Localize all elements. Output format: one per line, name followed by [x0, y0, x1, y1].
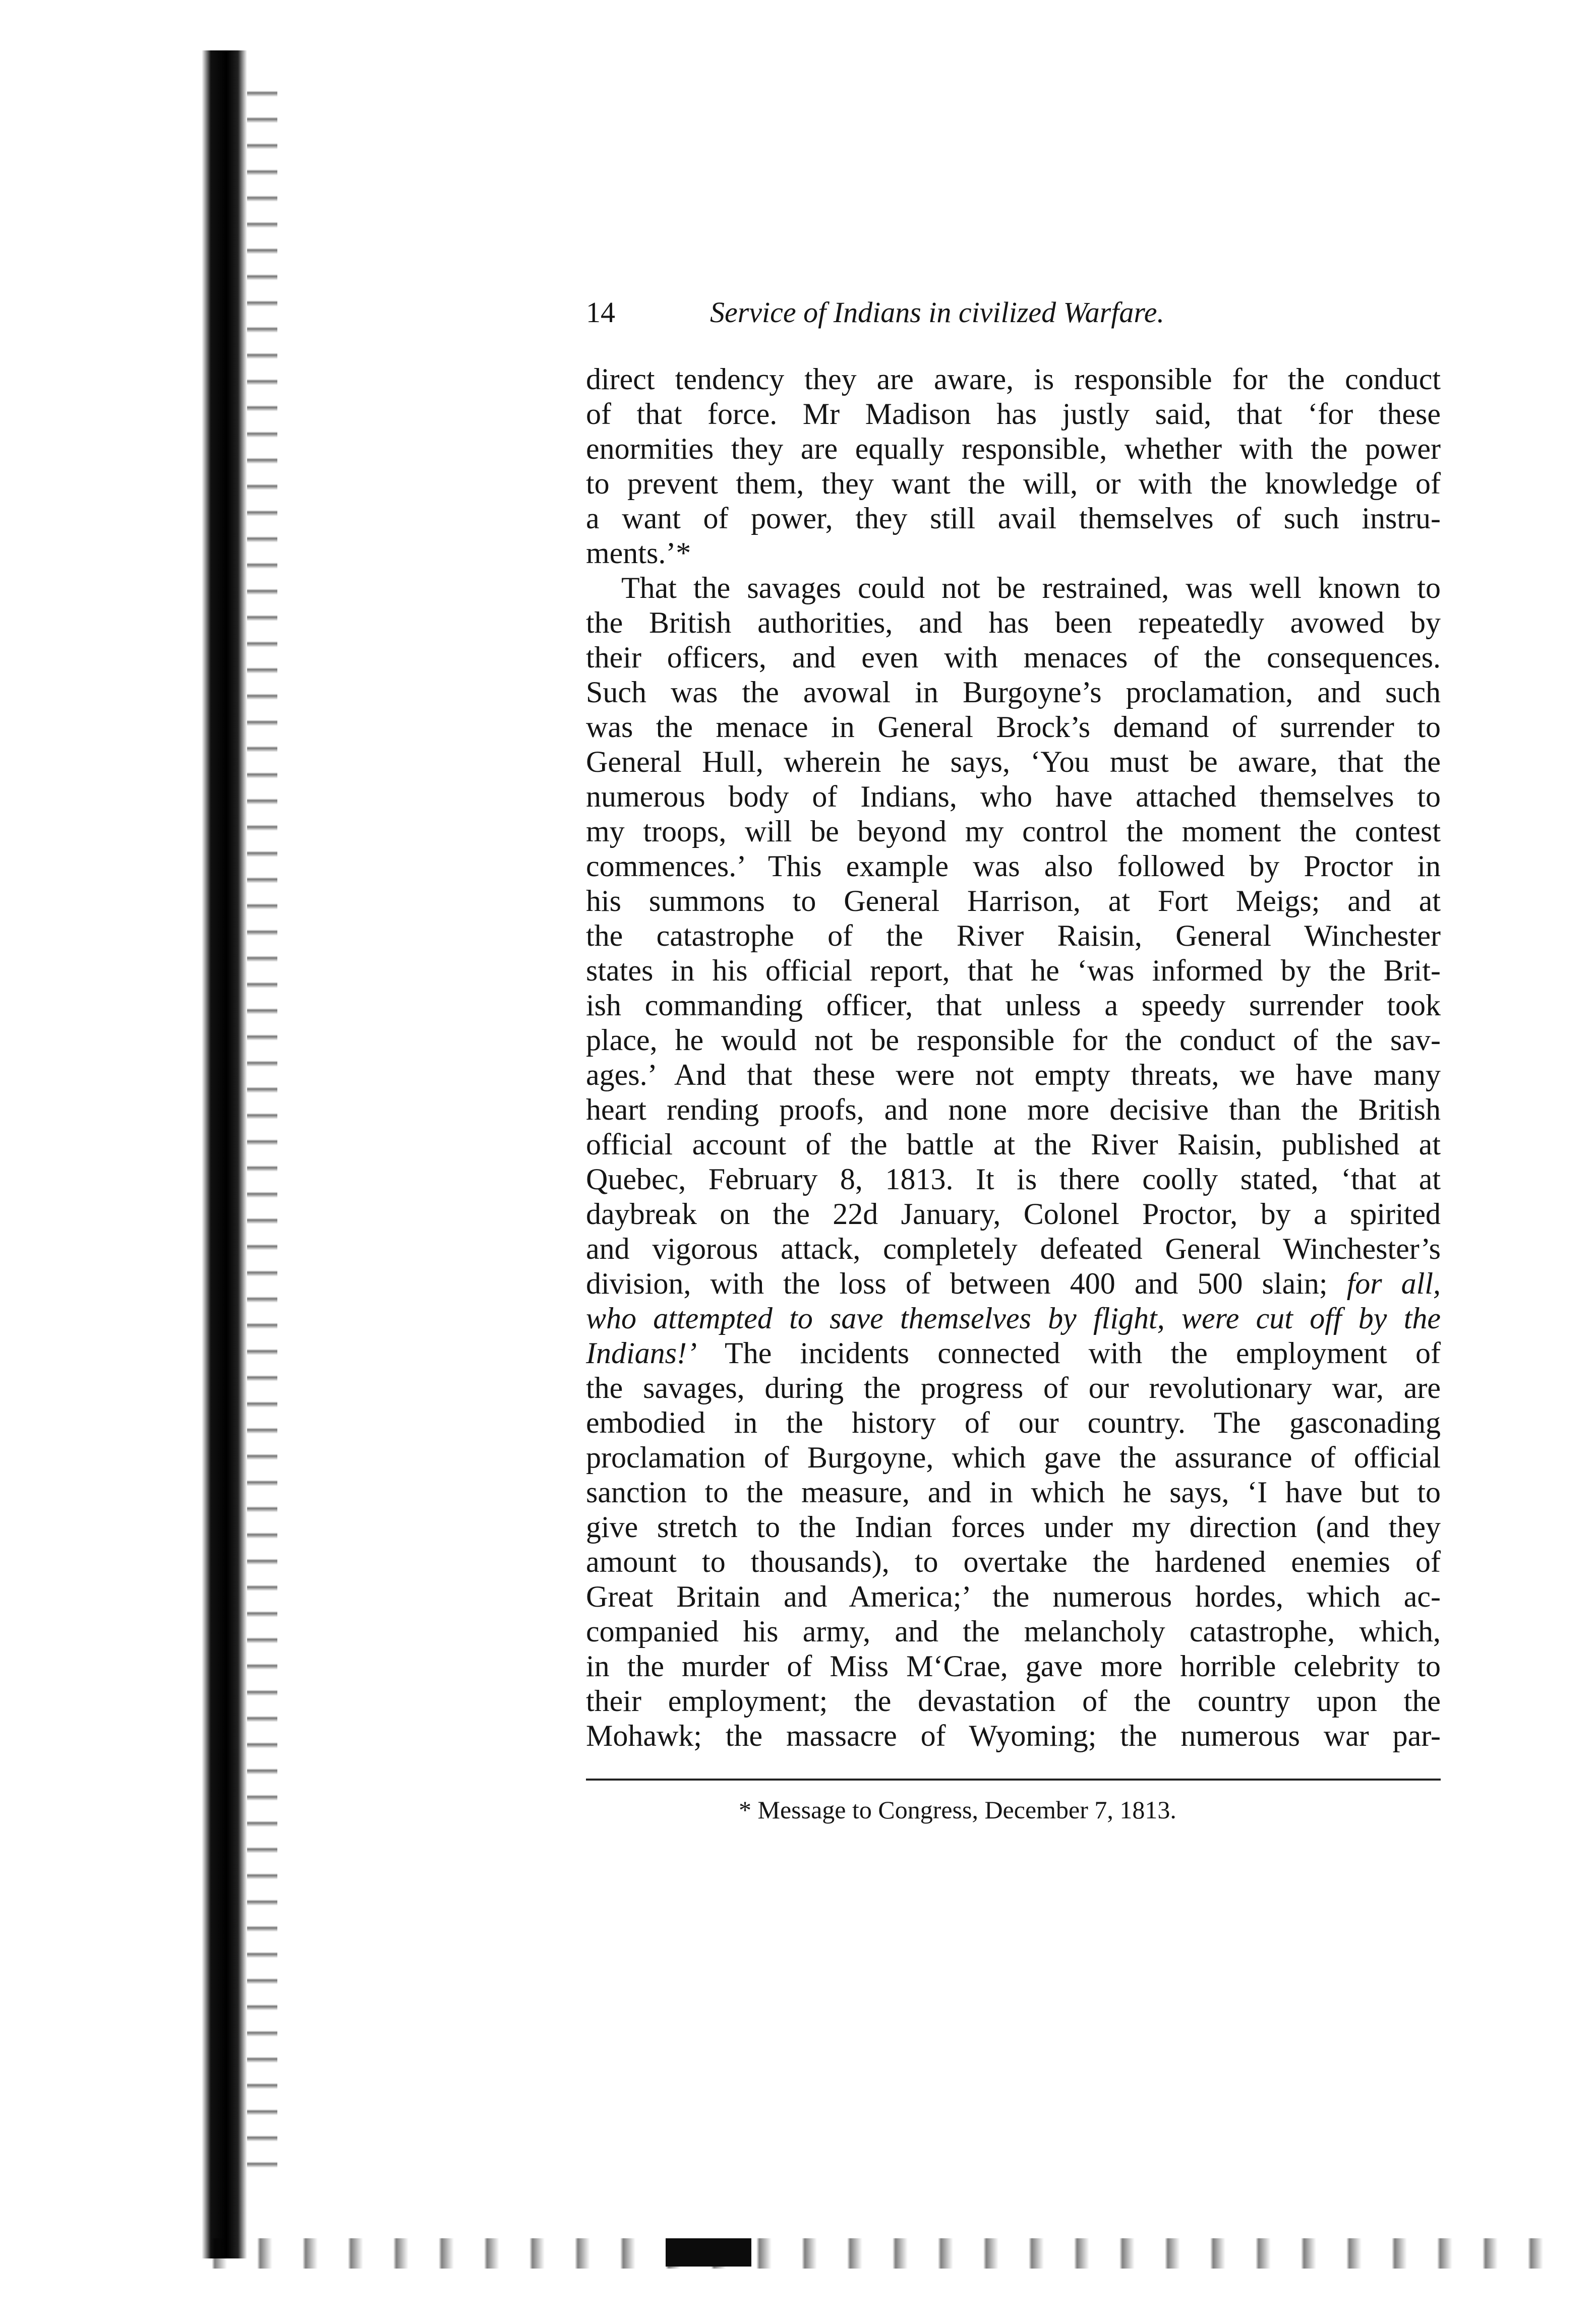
text-line: my troops, will be beyond my control the moment the contest	[586, 815, 1441, 848]
text-run: The incidents connected with the employment of	[696, 1336, 1441, 1370]
text-line: embodied in the history of our country. The gasconading	[586, 1406, 1441, 1439]
text-line: in the murder of Miss M‘Crae, gave more horrible celebrity to	[586, 1649, 1441, 1683]
text-line: numerous body of Indians, who have attached themselves to	[586, 780, 1441, 813]
page-number: 14	[586, 296, 615, 329]
text-line: was the menace in General Brock’s demand of surrender to	[586, 710, 1441, 744]
text-line-italic: who attempted to save themselves by flight, were cut off by the	[586, 1302, 1441, 1335]
text-line: the catastrophe of the River Raisin, General Winchester	[586, 919, 1441, 952]
footnote: * Message to Congress, December 7, 1813.	[739, 1796, 1176, 1824]
text-line: direct tendency they are aware, is responsible for the conduct	[586, 362, 1441, 396]
gutter-ink-flecks	[247, 71, 277, 2168]
italic-run: Indians!’	[586, 1336, 697, 1370]
text-line: and vigorous attack, completely defeated General Winchester’s	[586, 1232, 1441, 1265]
text-line: to prevent them, they want the will, or with the knowledge of	[586, 467, 1441, 500]
text-line: states in his official report, that he ‘was informed by the Brit-	[586, 954, 1441, 987]
text-line: give stretch to the Indian forces under my direction (and they	[586, 1510, 1441, 1544]
text-line-mixed	[586, 1266, 1441, 1301]
gutter-ink-bar	[202, 50, 247, 2258]
text-line: sanction to the measure, and in which he says, ‘I have but to	[586, 1476, 1441, 1509]
text-line: Quebec, February 8, 1813. It is there coolly stated, ‘that at	[586, 1163, 1441, 1196]
text-line: place, he would not be responsible for the conduct of the sav-	[586, 1023, 1441, 1057]
italic-run: for all,	[1346, 1267, 1441, 1300]
text-line: enormities they are equally responsible, whether with the power	[586, 432, 1441, 465]
text-line: companied his army, and the melancholy catastrophe, which,	[586, 1615, 1441, 1648]
text-line: amount to thousands), to overtake the hardened enemies of	[586, 1545, 1441, 1578]
text-line: heart rending proofs, and none more decisive than the British	[586, 1093, 1441, 1126]
text-line: Such was the avowal in Burgoyne’s proclamation, and such	[586, 676, 1441, 709]
text-line: of that force. Mr Madison has justly said, that ‘for these	[586, 397, 1441, 431]
text-line: his summons to General Harrison, at Fort Meigs; and at	[586, 884, 1441, 918]
text-line: ments.’*	[586, 536, 691, 570]
text-line: ages.’ And that these were not empty threats, we have many	[586, 1058, 1441, 1091]
text-line: Great Britain and America;’ the numerous hordes, which ac-	[586, 1580, 1441, 1613]
text-line: Mohawk; the massacre of Wyoming; the numerous war par-	[586, 1719, 1441, 1752]
body-text	[586, 362, 1441, 1753]
text-line: the British authorities, and has been repeatedly avowed by	[586, 606, 1441, 639]
text-line: official account of the battle at the River Raisin, published at	[586, 1128, 1441, 1161]
running-head	[586, 290, 1441, 335]
text-line: commences.’ This example was also followed by Proctor in	[586, 849, 1441, 883]
text-run: division, with the loss of between 400 and 500 slain;	[586, 1267, 1328, 1300]
bottom-edge-smudge	[182, 2238, 1543, 2269]
text-line: the savages, during the progress of our revolutionary war, are	[586, 1371, 1441, 1404]
text-line: their officers, and even with menaces of the consequences.	[586, 641, 1441, 674]
footnote-rule	[586, 1779, 1441, 1781]
paragraph-first-line: That the savages could not be restrained, was well known to	[621, 571, 1441, 604]
text-line: proclamation of Burgoyne, which gave the assurance of official	[586, 1441, 1441, 1474]
text-line: their employment; the devastation of the country upon the	[586, 1684, 1441, 1718]
text-line-mixed	[586, 1336, 1441, 1371]
text-line: a want of power, they still avail themselves of such instru-	[586, 502, 1441, 535]
text-line: ish commanding officer, that unless a speedy surrender took	[586, 989, 1441, 1022]
text-line: daybreak on the 22d January, Colonel Proctor, by a spirited	[586, 1197, 1441, 1231]
text-line: General Hull, wherein he says, ‘You must be aware, that the	[586, 745, 1441, 778]
running-title: Service of Indians in civilized Warfare.	[710, 296, 1164, 329]
ink-blot	[666, 2238, 751, 2267]
binding-gutter-shadow	[182, 50, 282, 2258]
